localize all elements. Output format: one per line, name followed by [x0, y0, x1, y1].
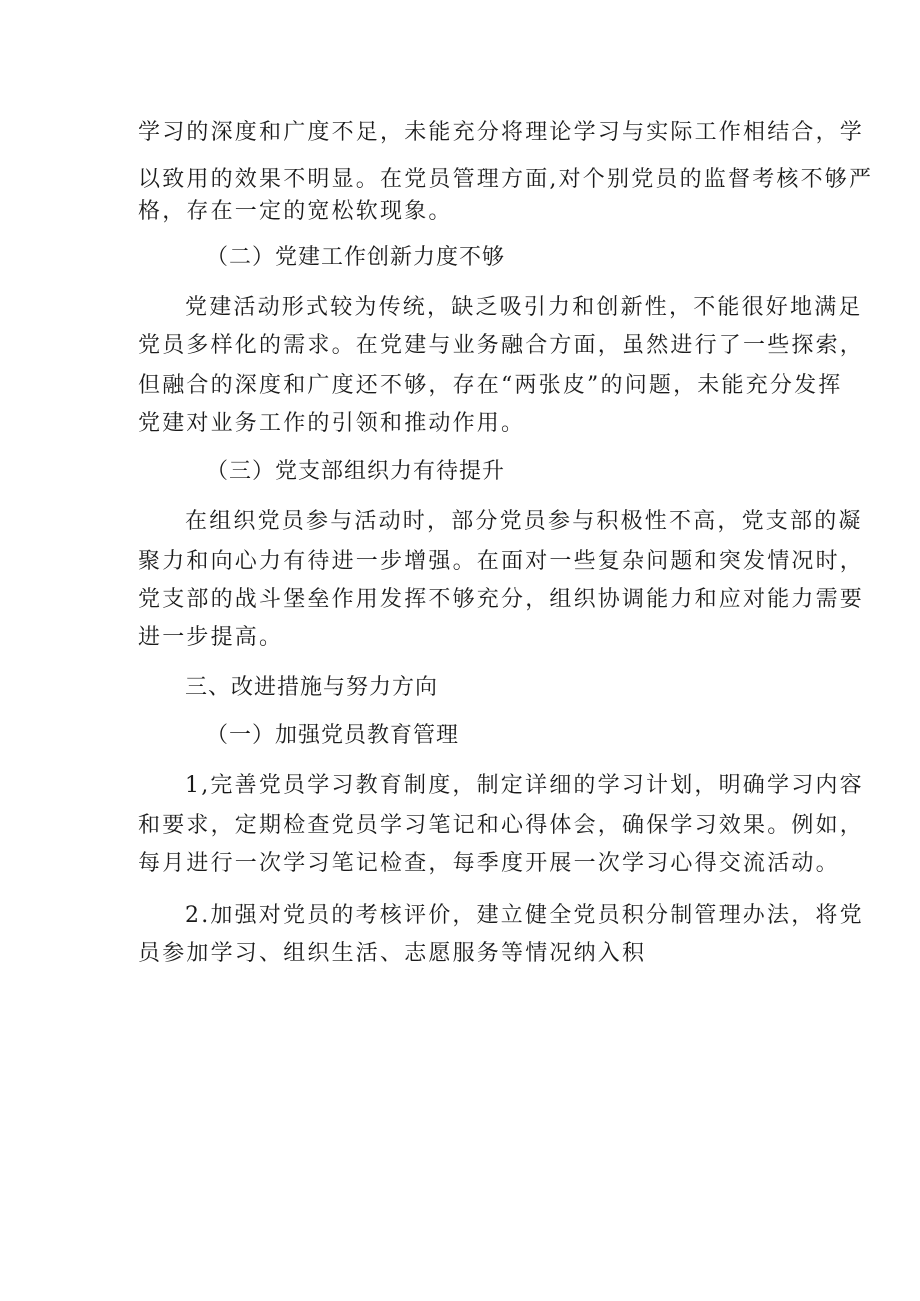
list-item-line: 和要求，定期检查党员学习笔记和心得体会，确保学习效果。例如，	[138, 813, 865, 838]
list-item-line: 2.加强对党员的考核评价，建立健全党员积分制管理办法，将党	[185, 903, 864, 928]
section-heading: （二）党建工作创新力度不够	[206, 245, 506, 270]
paragraph-line: 党员多样化的需求。在党建与业务融合方面，虽然进行了一些探索，	[138, 333, 865, 358]
paragraph-line: 党建活动形式较为传统，缺乏吸引力和创新性，不能很好地满足	[185, 295, 863, 320]
paragraph-line: 党支部的战斗堡垒作用发挥不够充分，组织协调能力和应对能力需要	[138, 587, 865, 612]
paragraph-line: 进一步提高。	[138, 625, 284, 650]
chapter-title: 三、改进措施与努力方向	[185, 675, 439, 700]
paragraph-line: 在组织党员参与活动时，部分党员参与积极性不高，党支部的凝	[185, 509, 863, 534]
section-heading: （一）加强党员教育管理	[206, 723, 460, 748]
paragraph-line: 党建对业务工作的引领和推动作用。	[138, 411, 526, 436]
paragraph-line: 但融合的深度和广度还不够，存在“两张皮”的问题，未能充分发挥	[138, 373, 843, 398]
list-item-line: 员参加学习、组织生活、志愿服务等情况纳入积	[138, 941, 647, 966]
list-item-line: 每月进行一次学习笔记检查，每季度开展一次学习心得交流活动。	[138, 851, 840, 876]
paragraph-line: 学习的深度和广度不足，未能充分将理论学习与实际工作相结合，学	[138, 120, 865, 145]
paragraph-line: 格，存在一定的宽松软现象。	[138, 199, 453, 224]
section-heading: （三）党支部组织力有待提升	[206, 459, 506, 484]
list-item-line: 1,完善党员学习教育制度，制定详细的学习计划，明确学习内容	[185, 773, 864, 798]
paragraph-line: 以致用的效果不明显。在党员管理方面,对个别党员的监督考核不够严	[138, 167, 874, 192]
paragraph-line: 聚力和向心力有待进一步增强。在面对一些复杂问题和突发情况时，	[138, 549, 865, 574]
